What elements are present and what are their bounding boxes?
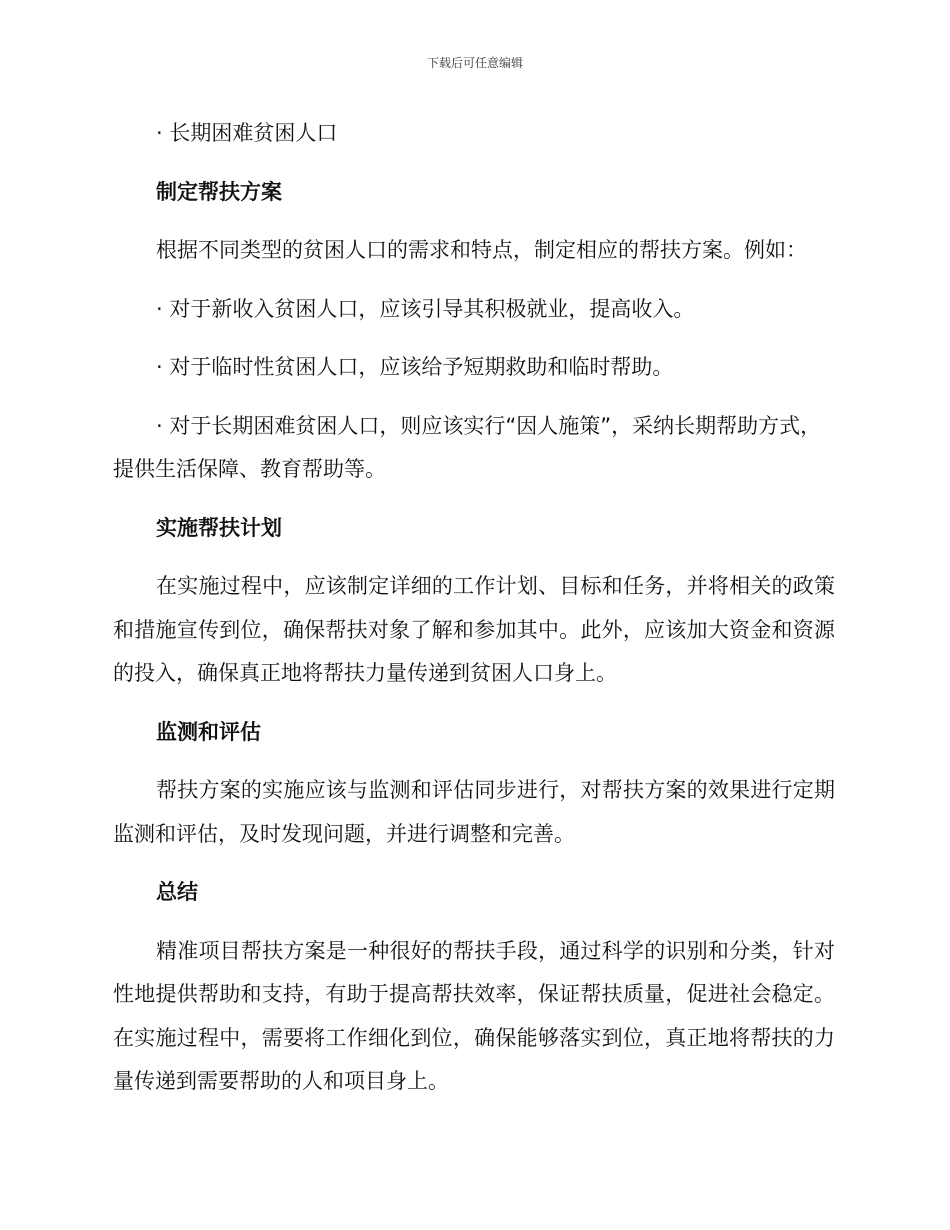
paragraph: 精准项目帮扶方案是一种很好的帮扶手段，通过科学的识别和分类，针对性地提供帮助和支持，有助于提高帮扶效率，保证帮扶质量，促进社会稳定。在实施过程中，需要将工作细化到位，确保能够落实到位，真正地将帮扶的力量传递到需要帮助的人和项目身上。	[113, 938, 835, 1093]
paragraph: 帮扶方案的实施应该与监测和评估同步进行，对帮扶方案的效果进行定期监测和评估，及时发现问题，并进行调整和完善。	[113, 778, 835, 846]
bullet-item: · 长期困难贫困人口	[156, 121, 338, 145]
section-heading: 总结	[156, 880, 198, 904]
header-note: 下载后可任意编辑	[426, 56, 523, 70]
paragraph: 根据不同类型的贫困人口的需求和特点，制定相应的帮扶方案。例如：	[156, 238, 807, 262]
section-heading: 制定帮扶方案	[156, 179, 282, 204]
bullet-item: · 对于长期困难贫困人口，则应该实行“因人施策”，采纳长期帮助方式，提供生活保障、教育帮助等。	[113, 413, 822, 481]
section-heading: 实施帮扶计划	[156, 515, 282, 540]
document-body	[113, 112, 835, 1119]
section-heading: 监测和评估	[156, 719, 261, 744]
bullet-item: · 对于临时性贫困人口，应该给予短期救助和临时帮助。	[156, 355, 674, 379]
paragraph: 在实施过程中，应该制定详细的工作计划、目标和任务，并将相关的政策和措施宣传到位，确保帮扶对象了解和参加其中。此外，应该加大资金和资源的投入，确保真正地将帮扶力量传递到贫困人口身上。	[113, 574, 835, 685]
bullet-item: · 对于新收入贫困人口，应该引导其积极就业，提高收入。	[156, 296, 695, 321]
